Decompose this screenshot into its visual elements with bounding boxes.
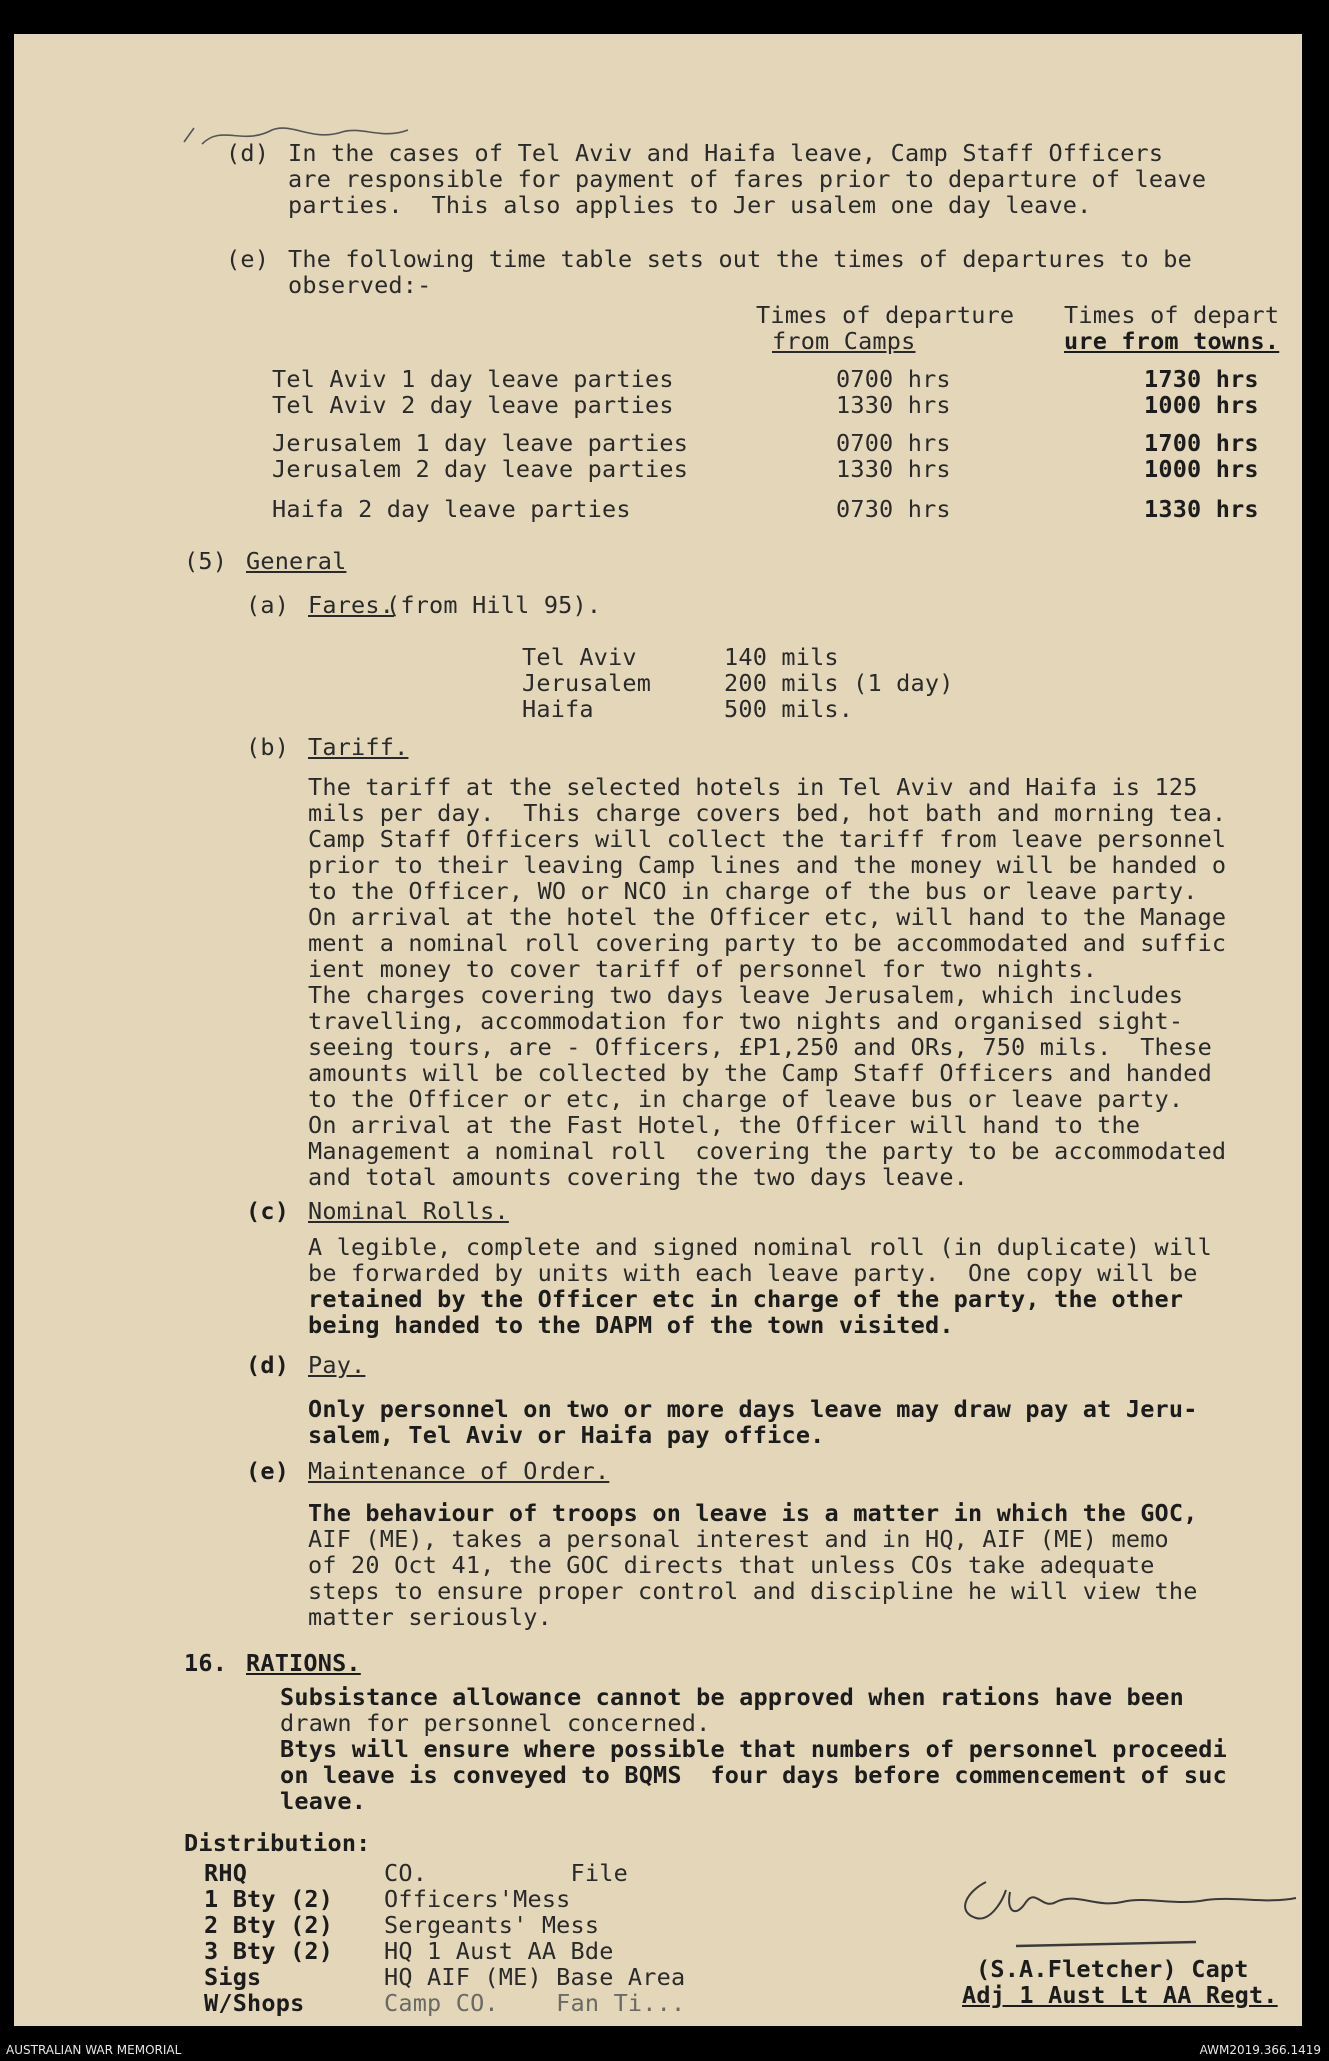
section-heading: General <box>246 547 347 575</box>
para-e-label: (e) <box>226 245 270 273</box>
timetable-camp-time: 0700 hrs <box>836 365 951 393</box>
tariff-line: mils per day. This charge covers bed, hot bath and morning tea. <box>308 799 1227 827</box>
distribution-left: 3 Bty (2) <box>204 1937 334 1965</box>
tariff-line: ient money to cover tariff of personnel for two nights. <box>308 955 1098 983</box>
rations-line: leave. <box>280 1787 367 1815</box>
timetable-header-camps: from Camps <box>772 327 916 355</box>
distribution-left: RHQ <box>204 1859 248 1887</box>
nominal-rolls-heading: Nominal Rolls. <box>308 1197 509 1225</box>
fares-label: (a) <box>246 591 290 619</box>
order-heading: Maintenance of Order. <box>308 1457 610 1485</box>
nominal-rolls-line: be forwarded by units with each leave party. One copy will be <box>308 1259 1198 1287</box>
tariff-line: On arrival at the hotel the Officer etc, will hand to the Manage <box>308 903 1227 931</box>
para-d-line: are responsible for payment of fares prior to departure of leave <box>288 165 1207 193</box>
distribution-left: 1 Bty (2) <box>204 1885 334 1913</box>
timetable-header-towns: ure from towns. <box>1064 327 1280 355</box>
nominal-rolls-line: being handed to the DAPM of the town visited. <box>308 1311 954 1339</box>
document-page <box>14 34 1302 2026</box>
tariff-line: to the Officer, WO or NCO in charge of the bus or leave party. <box>308 877 1198 905</box>
nominal-rolls-line: retained by the Officer etc in charge of the party, the other <box>308 1285 1184 1313</box>
timetable-party: Haifa 2 day leave parties <box>272 495 631 523</box>
fare-place: Jerusalem <box>522 669 652 697</box>
fares-heading: Fares. <box>308 591 395 619</box>
fare-place: Haifa <box>522 695 594 723</box>
para-d-line: parties. This also applies to Jer usalem one day leave. <box>288 191 1092 219</box>
fare-cost: 200 mils (1 day) <box>724 669 954 697</box>
timetable-party: Tel Aviv 2 day leave parties <box>272 391 674 419</box>
timetable-town-time: 1700 hrs <box>1144 429 1259 457</box>
rations-line: drawn for personnel concerned. <box>280 1709 711 1737</box>
order-label: (e) <box>246 1457 290 1485</box>
fares-suffix: (from Hill 95). <box>386 591 602 619</box>
pay-line: salem, Tel Aviv or Haifa pay office. <box>308 1421 825 1449</box>
rations-line: on leave is conveyed to BQMS four days before commencement of suc <box>280 1761 1227 1789</box>
timetable-party: Tel Aviv 1 day leave parties <box>272 365 674 393</box>
timetable-camp-time: 1330 hrs <box>836 391 951 419</box>
tariff-line: The charges covering two days leave Jerusalem, which includes <box>308 981 1184 1009</box>
timetable-town-time: 1000 hrs <box>1144 391 1259 419</box>
para-e-line: observed:- <box>288 271 432 299</box>
distribution-middle: Officers'Mess <box>384 1885 571 1913</box>
tariff-line: to the Officer or etc, in charge of leave bus or leave party. <box>308 1085 1184 1113</box>
distribution-left: Sigs <box>204 1963 262 1991</box>
pay-heading: Pay. <box>308 1351 366 1379</box>
timetable-party: Jerusalem 1 day leave parties <box>272 429 689 457</box>
signatory-name: (S.A.Fletcher) Capt <box>976 1955 1249 1983</box>
fare-cost: 140 mils <box>724 643 839 671</box>
tariff-line: amounts will be collected by the Camp Staff Officers and handed <box>308 1059 1212 1087</box>
timetable-town-time: 1730 hrs <box>1144 365 1259 393</box>
rations-line: Btys will ensure where possible that numbers of personnel proceedi <box>280 1735 1227 1763</box>
tariff-line: travelling, accommodation for two nights and organised sight- <box>308 1007 1184 1035</box>
distribution-middle: HQ AIF (ME) Base Area <box>384 1963 686 1991</box>
tariff-line: Camp Staff Officers will collect the tariff from leave personnel <box>308 825 1227 853</box>
pay-label: (d) <box>246 1351 290 1379</box>
signatory-title: Adj 1 Aust Lt AA Regt. <box>962 1981 1278 2009</box>
timetable-party: Jerusalem 2 day leave parties <box>272 455 689 483</box>
timetable-town-time: 1000 hrs <box>1144 455 1259 483</box>
order-line: steps to ensure proper control and discipline he will view the <box>308 1577 1198 1605</box>
fare-place: Tel Aviv <box>522 643 637 671</box>
order-line: of 20 Oct 41, the GOC directs that unless COs take adequate <box>308 1551 1155 1579</box>
para-e-line: The following time table sets out the times of departures to be <box>288 245 1192 273</box>
distribution-middle: CO. File <box>384 1859 628 1887</box>
timetable-town-time: 1330 hrs <box>1144 495 1259 523</box>
timetable-camp-time: 1330 hrs <box>836 455 951 483</box>
tariff-heading: Tariff. <box>308 733 409 761</box>
order-line: The behaviour of troops on leave is a matter in which the GOC, <box>308 1499 1198 1527</box>
fare-cost: 500 mils. <box>724 695 854 723</box>
distribution-heading: Distribution: <box>184 1829 371 1857</box>
timetable-camp-time: 0730 hrs <box>836 495 951 523</box>
timetable-header-towns: Times of depart <box>1064 301 1280 329</box>
order-line: AIF (ME), takes a personal interest and in HQ, AIF (ME) memo <box>308 1525 1169 1553</box>
timetable-header-camps: Times of departure <box>756 301 1015 329</box>
tariff-line: and total amounts covering the two days leave. <box>308 1163 969 1191</box>
order-line: matter seriously. <box>308 1603 552 1631</box>
tariff-line: Management a nominal roll covering the party to be accommodated <box>308 1137 1227 1165</box>
tariff-line: ment a nominal roll covering party to be accommodated and suffic <box>308 929 1227 957</box>
nominal-rolls-line: A legible, complete and signed nominal roll (in duplicate) will <box>308 1233 1212 1261</box>
rations-line: Subsistance allowance cannot be approved when rations have been <box>280 1683 1184 1711</box>
tariff-line: prior to their leaving Camp lines and the money will be handed o <box>308 851 1227 879</box>
footer-institution: AUSTRALIAN WAR MEMORIAL <box>6 2043 182 2057</box>
distribution-middle: Sergeants' Mess <box>384 1911 600 1939</box>
tariff-label: (b) <box>246 733 290 761</box>
distribution-left: 2 Bty (2) <box>204 1911 334 1939</box>
distribution-middle: Camp CO. Fan Ti... <box>384 1989 686 2017</box>
para-d-line: In the cases of Tel Aviv and Haifa leave, Camp Staff Officers <box>288 139 1164 167</box>
para-d-label: (d) <box>226 139 270 167</box>
tariff-line: On arrival at the Fast Hotel, the Officer will hand to the <box>308 1111 1141 1139</box>
section-number: 16. <box>184 1649 228 1677</box>
tariff-line: The tariff at the selected hotels in Tel Aviv and Haifa is 125 <box>308 773 1198 801</box>
nominal-rolls-label: (c) <box>246 1197 290 1225</box>
distribution-middle: HQ 1 Aust AA Bde <box>384 1937 614 1965</box>
section-heading: RATIONS. <box>246 1649 361 1677</box>
distribution-left: W/Shops <box>204 1989 305 2017</box>
footer-record-id: AWM2019.366.1419 <box>1199 2043 1321 2057</box>
pay-line: Only personnel on two or more days leave may draw pay at Jeru- <box>308 1395 1198 1423</box>
tariff-line: seeing tours, are - Officers, £P1,250 and ORs, 750 mils. These <box>308 1033 1212 1061</box>
timetable-camp-time: 0700 hrs <box>836 429 951 457</box>
section-number: (5) <box>184 547 228 575</box>
